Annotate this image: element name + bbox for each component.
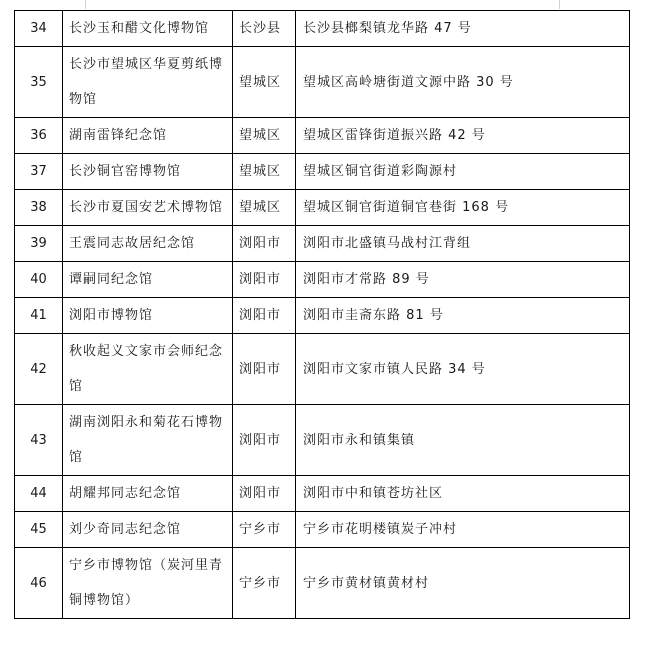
museum-address: 望城区铜官街道铜官巷街 168 号 xyxy=(296,190,630,226)
museum-name: 湖南浏阳永和菊花石博物馆 xyxy=(63,405,233,476)
museum-address: 浏阳市永和镇集镇 xyxy=(296,405,630,476)
district-name: 浏阳市 xyxy=(233,226,296,262)
museum-address: 浏阳市才常路 89 号 xyxy=(296,262,630,298)
museum-address: 浏阳市中和镇苍坊社区 xyxy=(296,476,630,512)
table-row xyxy=(15,405,630,476)
district-name: 望城区 xyxy=(233,154,296,190)
district-name: 望城区 xyxy=(233,47,296,118)
museum-name: 刘少奇同志纪念馆 xyxy=(63,512,233,548)
museum-name: 长沙市望城区华夏剪纸博物馆 xyxy=(63,47,233,118)
district-name: 浏阳市 xyxy=(233,334,296,405)
row-number: 35 xyxy=(15,47,63,118)
table-row xyxy=(15,154,630,190)
table-row xyxy=(15,334,630,405)
row-number: 46 xyxy=(15,548,63,619)
museum-name: 长沙玉和醋文化博物馆 xyxy=(63,11,233,47)
museum-address: 望城区高岭塘街道文源中路 30 号 xyxy=(296,47,630,118)
museum-name: 胡耀邦同志纪念馆 xyxy=(63,476,233,512)
table-row xyxy=(15,298,630,334)
table-row xyxy=(15,262,630,298)
museum-name: 长沙市夏国安艺术博物馆 xyxy=(63,190,233,226)
district-name: 宁乡市 xyxy=(233,512,296,548)
museum-name: 秋收起义文家市会师纪念馆 xyxy=(63,334,233,405)
row-number: 45 xyxy=(15,512,63,548)
row-number: 40 xyxy=(15,262,63,298)
museum-table-body xyxy=(15,11,630,619)
district-name: 浏阳市 xyxy=(233,262,296,298)
museum-table xyxy=(14,10,630,619)
museum-name: 湖南雷锋纪念馆 xyxy=(63,118,233,154)
museum-address: 望城区雷锋街道振兴路 42 号 xyxy=(296,118,630,154)
row-number: 43 xyxy=(15,405,63,476)
table-row xyxy=(15,47,630,118)
district-name: 望城区 xyxy=(233,118,296,154)
crop-mark-left xyxy=(85,0,86,9)
museum-address: 宁乡市黄材镇黄材村 xyxy=(296,548,630,619)
row-number: 34 xyxy=(15,11,63,47)
district-name: 浏阳市 xyxy=(233,298,296,334)
row-number: 37 xyxy=(15,154,63,190)
museum-name: 浏阳市博物馆 xyxy=(63,298,233,334)
row-number: 42 xyxy=(15,334,63,405)
row-number: 36 xyxy=(15,118,63,154)
row-number: 38 xyxy=(15,190,63,226)
museum-address: 长沙县榔梨镇龙华路 47 号 xyxy=(296,11,630,47)
district-name: 望城区 xyxy=(233,190,296,226)
district-name: 长沙县 xyxy=(233,11,296,47)
row-number: 44 xyxy=(15,476,63,512)
museum-address: 望城区铜官街道彩陶源村 xyxy=(296,154,630,190)
table-row xyxy=(15,548,630,619)
district-name: 浏阳市 xyxy=(233,405,296,476)
district-name: 浏阳市 xyxy=(233,476,296,512)
museum-name: 谭嗣同纪念馆 xyxy=(63,262,233,298)
table-row xyxy=(15,118,630,154)
table-row xyxy=(15,11,630,47)
table-row xyxy=(15,512,630,548)
museum-address: 浏阳市文家市镇人民路 34 号 xyxy=(296,334,630,405)
row-number: 41 xyxy=(15,298,63,334)
museum-address: 宁乡市花明楼镇炭子冲村 xyxy=(296,512,630,548)
museum-name: 王震同志故居纪念馆 xyxy=(63,226,233,262)
table-row xyxy=(15,190,630,226)
table-row xyxy=(15,476,630,512)
museum-name: 宁乡市博物馆（炭河里青铜博物馆） xyxy=(63,548,233,619)
museum-name: 长沙铜官窑博物馆 xyxy=(63,154,233,190)
crop-mark-right xyxy=(559,0,560,9)
museum-address: 浏阳市北盛镇马战村江背组 xyxy=(296,226,630,262)
table-row xyxy=(15,226,630,262)
row-number: 39 xyxy=(15,226,63,262)
district-name: 宁乡市 xyxy=(233,548,296,619)
museum-address: 浏阳市圭斋东路 81 号 xyxy=(296,298,630,334)
